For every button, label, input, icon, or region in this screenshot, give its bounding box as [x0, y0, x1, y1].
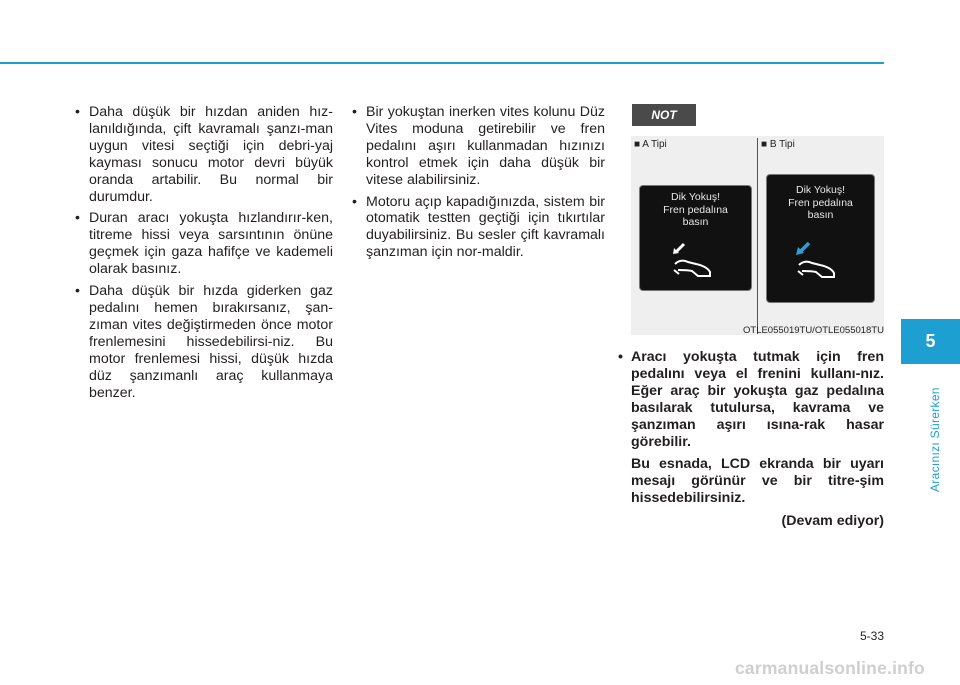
- watermark: carmanualsonline.info: [735, 658, 925, 678]
- chapter-title: [911, 372, 942, 492]
- screen-a-line: Dik Yokuş!: [670, 191, 721, 203]
- warning-paragraph: Aracı yokuşta tutmak için fren pedalını veya el frenini kullanı-nız. Eğer araç bir yokuşta gaz pedalına basılarak tutulursa, kavrama ve şanzıman aşırı ısına-rak hasar görebilir.: [631, 349, 884, 450]
- lcd-screen-a: [639, 185, 752, 291]
- figure-label-a: ■ A Tipi: [634, 139, 667, 150]
- figure-divider: [757, 138, 758, 334]
- note-tag: NOT: [632, 104, 696, 126]
- list-item: • Daha düşük bir hızda giderken gaz pedalını hemen bırakırsanız, şan-zıman vites değiştirmeden önce motor frenlemesini hissedebilirsi-niz. Bu motor frenlemesi hissi, düşük hızda düz şanzımanlı araç kullanmaya benzer.: [75, 283, 333, 401]
- screen-b-line: Fren pedalına: [788, 196, 853, 209]
- chapter-title-text: Aracınızı Sürerken: [928, 387, 942, 492]
- chapter-tab[interactable]: 5: [901, 319, 960, 364]
- list-item: • Daha düşük bir hızdan aniden hız-lanıldığında, çift kavramalı şanzı-man uygun vitesi seçtiği için debri-yaj kayması sonucu motor devri büyük oranda artabilir. Bu normal bir durumdur.: [75, 104, 333, 205]
- figure-label-b: ■ B Tipi: [761, 139, 795, 150]
- warning-block: [618, 349, 884, 530]
- page-number: 5-33: [859, 629, 884, 643]
- brake-pedal-icon: [793, 241, 843, 281]
- screen-b-line: basın: [807, 209, 834, 221]
- brake-pedal-icon: [670, 242, 718, 280]
- middle-column: [352, 104, 605, 266]
- bullet: •: [618, 349, 623, 365]
- figure-code: OTLE055019TU/OTLE055018TU: [743, 325, 884, 336]
- left-column: [75, 104, 333, 406]
- list-item: • Bir yokuştan inerken vites kolunu Düz Vites moduna getirebilir ve fren pedalını aşırı kullanmadan hızınızı kontrol etmek için daha düşük bir vitese alabilirsiniz.: [352, 104, 605, 189]
- list-item: • Duran aracı yokuşta hızlandırır-ken, titreme hissi veya sarsıntının önüne geçmek için gaza hafifçe ve kademeli olarak basınız.: [75, 210, 333, 278]
- warning-paragraph: Bu esnada, LCD ekranda bir uyarı mesajı görünür ve bir titre-şim hissedebilirsiniz.: [631, 456, 884, 507]
- screen-b-line: Dik Yokuş!: [795, 184, 846, 196]
- lcd-screen-b: [766, 174, 875, 303]
- screen-a-line: basın: [682, 216, 709, 228]
- screen-a-line: Fren pedalına: [663, 203, 728, 216]
- continued-label: (Devam ediyor): [781, 513, 884, 530]
- list-item: • Motoru açıp kapadığınızda, sistem bir otomatik testten geçtiği için tıkırtılar duyabilirsiniz. Bu sesler çift kavramalı şanzıman için nor-maldir.: [352, 194, 605, 262]
- header-rule: [0, 62, 884, 64]
